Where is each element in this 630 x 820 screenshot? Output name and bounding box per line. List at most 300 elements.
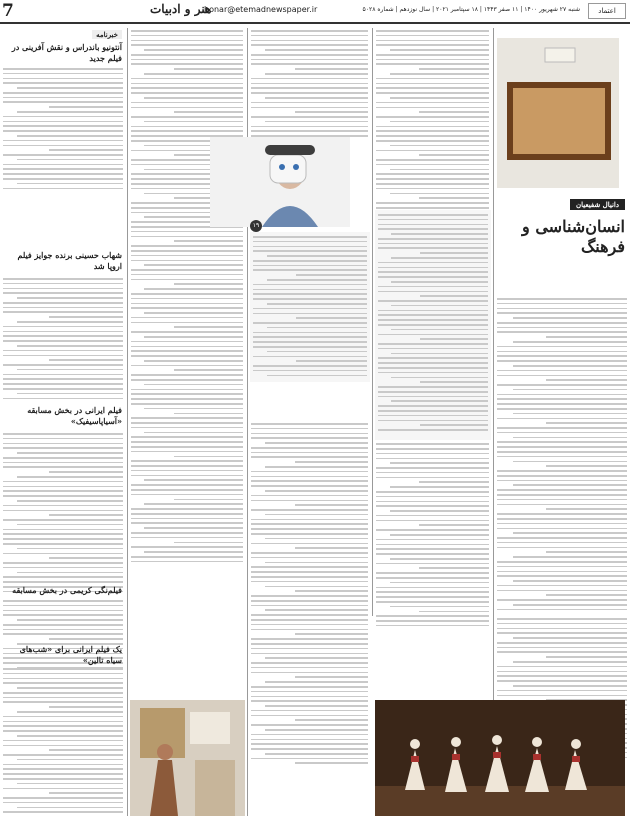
- text-line: [378, 334, 488, 336]
- text-line: [265, 538, 368, 540]
- text-line: [295, 633, 368, 635]
- text-line: [3, 730, 123, 732]
- text-line: [3, 581, 123, 583]
- dateline: شنبه ۲۷ شهریور ۱۴۰۰ | ۱۱ صفر ۱۴۴۳ | ۱۸ سپتامبر ۲۰۲۱ | سال نوزدهم | شماره ۵۰۲۸: [362, 6, 580, 13]
- headline: یک فیلم ایرانی برای «شب‌های سیاه تالین»: [19, 644, 122, 665]
- text-line: [251, 63, 368, 65]
- text-line: [3, 802, 123, 804]
- text-line: [251, 614, 368, 616]
- text-line: [251, 519, 368, 521]
- text-line: [546, 551, 627, 553]
- text-line: [390, 145, 489, 147]
- text-line: [497, 351, 627, 353]
- text-line: [295, 762, 368, 764]
- headline: فیلم‌نگی کریمی در بخش مسابقه: [12, 585, 122, 595]
- text-line: [378, 267, 488, 269]
- text-line: [3, 778, 123, 780]
- text-line: [3, 364, 123, 366]
- text-line: [497, 451, 627, 453]
- text-line: [253, 265, 367, 267]
- text-line: [497, 327, 627, 329]
- text-line: [17, 807, 123, 809]
- text-line: [378, 367, 488, 369]
- text-line: [497, 537, 627, 539]
- text-line: [131, 379, 243, 381]
- text-line: [251, 576, 368, 578]
- text-line: [376, 601, 489, 603]
- text-line: [376, 40, 489, 42]
- text-line: [378, 348, 488, 350]
- text-line: [3, 605, 123, 607]
- text-line: [251, 662, 368, 664]
- text-line: [3, 278, 123, 280]
- text-line: [3, 519, 123, 521]
- text-line: [513, 365, 627, 367]
- text-line: [378, 276, 488, 278]
- text-line: [419, 154, 489, 156]
- text-line: [546, 594, 627, 596]
- text-line: [3, 283, 123, 285]
- text-line: [3, 721, 123, 723]
- newspaper-logo: اعتماد: [588, 3, 626, 19]
- text-line: [391, 257, 488, 259]
- text-line: [17, 476, 123, 478]
- text-line: [497, 322, 627, 324]
- text-line: [3, 538, 123, 540]
- text-line: [144, 121, 243, 123]
- text-line: [497, 480, 627, 482]
- text-line: [513, 685, 627, 687]
- text-line: [419, 524, 489, 526]
- text-line: [251, 648, 368, 650]
- text-line: [376, 472, 489, 474]
- text-line: [251, 476, 368, 478]
- text-line: [376, 102, 489, 104]
- text-line: [144, 288, 243, 290]
- text-line: [391, 233, 488, 235]
- page-number: 7: [2, 1, 14, 21]
- text-line: [131, 441, 243, 443]
- photo-number-badge: ۱۹: [250, 220, 262, 232]
- text-line: [378, 228, 488, 230]
- text-line: [131, 489, 243, 491]
- text-line: [497, 671, 627, 673]
- text-line: [376, 150, 489, 152]
- text-line: [17, 159, 123, 161]
- text-line: [376, 458, 489, 460]
- text-line: [17, 183, 123, 185]
- text-line: [497, 427, 627, 429]
- text-line: [49, 514, 123, 516]
- text-line: [378, 415, 488, 417]
- text-line: [3, 92, 123, 94]
- text-line: [265, 705, 368, 707]
- text-line: [3, 443, 123, 445]
- text-line: [3, 78, 123, 80]
- text-line: [376, 35, 489, 37]
- text-line: [378, 343, 488, 345]
- text-line: [251, 667, 368, 669]
- text-line: [3, 553, 123, 555]
- text-line: [390, 193, 489, 195]
- text-line: [131, 126, 243, 128]
- text-line: [497, 355, 627, 357]
- text-line: [251, 509, 368, 511]
- text-line: [144, 503, 243, 505]
- text-line: [267, 375, 367, 377]
- text-line: [497, 675, 627, 677]
- text-line: [131, 92, 243, 94]
- text-line: [376, 587, 489, 589]
- text-line: [265, 442, 368, 444]
- text-line: [253, 308, 367, 310]
- text-line: [497, 585, 627, 587]
- text-line: [3, 764, 123, 766]
- text-line: [497, 475, 627, 477]
- text-line: [376, 116, 489, 118]
- text-line: [376, 563, 489, 565]
- text-line: [376, 477, 489, 479]
- text-line: [376, 505, 489, 507]
- text-line: [497, 561, 627, 563]
- text-line: [253, 269, 367, 271]
- text-line: [253, 336, 367, 338]
- text-line: [49, 557, 123, 559]
- text-line: [251, 571, 368, 573]
- text-line: [251, 739, 368, 741]
- text-line: [378, 429, 488, 431]
- text-line: [3, 335, 123, 337]
- text-line: [3, 600, 123, 602]
- text-line: [497, 599, 627, 601]
- text-line: [131, 561, 243, 563]
- text-line: [497, 432, 627, 434]
- text-line: [3, 398, 123, 400]
- text-line: [378, 357, 488, 359]
- text-line: [497, 695, 627, 697]
- text-line: [378, 314, 488, 316]
- text-line: [378, 420, 488, 422]
- text-line: [131, 546, 243, 548]
- text-line: [546, 508, 627, 510]
- text-line: [378, 291, 488, 293]
- text-line: [251, 30, 368, 32]
- text-line: [131, 494, 243, 496]
- text-line: [497, 303, 627, 305]
- text-line: [513, 413, 627, 415]
- text-line: [546, 656, 627, 658]
- portrait-photo: [210, 137, 350, 227]
- text-line: [378, 219, 488, 221]
- text-line: [131, 30, 243, 32]
- text-line: [376, 63, 489, 65]
- text-line: [49, 359, 123, 361]
- text-line: [513, 389, 627, 391]
- text-line: [251, 696, 368, 698]
- text-line: [131, 398, 243, 400]
- text-line: [419, 611, 489, 613]
- text-line: [390, 121, 489, 123]
- text-line: [251, 595, 368, 597]
- text-line: [131, 260, 243, 262]
- text-line: [295, 461, 368, 463]
- text-line: [17, 345, 123, 347]
- text-line: [376, 625, 489, 627]
- pull-quote: [250, 232, 370, 382]
- text-line: [3, 292, 123, 294]
- text-line: [174, 111, 243, 113]
- text-line: [251, 566, 368, 568]
- text-line: [3, 168, 123, 170]
- text-line: [144, 384, 243, 386]
- text-line: [17, 735, 123, 737]
- text-line: [3, 668, 123, 670]
- text-line: [390, 510, 489, 512]
- text-line: [378, 262, 488, 264]
- text-line: [265, 121, 368, 123]
- text-line: [251, 500, 368, 502]
- text-line: [390, 97, 489, 99]
- text-line: [17, 619, 123, 621]
- text-line: [174, 499, 243, 501]
- headline: شهاب حسینی برنده جوایز فیلم اروپا شد: [17, 250, 122, 271]
- text-line: [265, 729, 368, 731]
- text-line: [497, 623, 627, 625]
- text-line: [497, 523, 627, 525]
- text-line: [251, 605, 368, 607]
- text-line: [378, 214, 488, 216]
- text-line: [3, 682, 123, 684]
- text-line: [419, 567, 489, 569]
- text-line: [144, 527, 243, 529]
- text-line: [3, 307, 123, 309]
- text-line: [390, 169, 489, 171]
- text-line: [3, 701, 123, 703]
- text-line: [131, 475, 243, 477]
- text-line: [376, 553, 489, 555]
- text-line: [420, 295, 488, 297]
- text-line: [144, 432, 243, 434]
- text-line: [3, 101, 123, 103]
- text-line: [144, 360, 243, 362]
- text-line: [497, 651, 627, 653]
- text-line: [131, 107, 243, 109]
- text-line: [131, 255, 243, 257]
- text-line: [497, 312, 627, 314]
- text-line: [131, 35, 243, 37]
- text-line: [378, 238, 488, 240]
- text-line: [17, 711, 123, 713]
- text-line: [251, 116, 368, 118]
- text-line: [144, 479, 243, 481]
- text-line: [251, 452, 368, 454]
- text-line: [376, 515, 489, 517]
- text-line: [174, 413, 243, 415]
- text-line: [49, 149, 123, 151]
- text-line: [131, 274, 243, 276]
- text-line: [3, 447, 123, 449]
- text-line: [378, 243, 488, 245]
- text-line: [17, 759, 123, 761]
- text-line: [391, 377, 488, 379]
- text-line: [265, 490, 368, 492]
- text-line: [3, 768, 123, 770]
- text-line: [419, 111, 489, 113]
- text-line: [3, 529, 123, 531]
- text-line: [419, 481, 489, 483]
- text-line: [3, 388, 123, 390]
- text-line: [251, 734, 368, 736]
- text-line: [251, 523, 368, 525]
- text-line: [17, 111, 123, 113]
- text-line: [131, 245, 243, 247]
- text-line: [131, 303, 243, 305]
- text-line: [497, 346, 627, 348]
- text-line: [513, 556, 627, 558]
- text-line: [131, 513, 243, 515]
- text-line: [378, 286, 488, 288]
- text-line: [378, 247, 488, 249]
- text-line: [3, 678, 123, 680]
- text-line: [3, 178, 123, 180]
- text-line: [3, 811, 123, 813]
- text-line: [253, 370, 367, 372]
- text-line: [49, 749, 123, 751]
- text-line: [251, 130, 368, 132]
- text-line: [497, 566, 627, 568]
- text-line: [131, 293, 243, 295]
- text-line: [131, 470, 243, 472]
- text-line: [378, 310, 488, 312]
- text-line: [253, 356, 367, 358]
- text-line: [497, 666, 627, 668]
- pull-quote: [375, 210, 491, 440]
- text-line: [251, 40, 368, 42]
- text-line: [251, 552, 368, 554]
- workshop-photo: [130, 700, 245, 816]
- text-line: [253, 250, 367, 252]
- text-line: [3, 697, 123, 699]
- text-line: [265, 657, 368, 659]
- text-line: [3, 121, 123, 123]
- text-line: [131, 537, 243, 539]
- text-line: [174, 240, 243, 242]
- text-line: [378, 319, 488, 321]
- news-column: [0, 28, 126, 816]
- text-line: [3, 797, 123, 799]
- text-line: [49, 471, 123, 473]
- text-line: [251, 485, 368, 487]
- text-line: [251, 629, 368, 631]
- text-line: [3, 383, 123, 385]
- text-line: [251, 471, 368, 473]
- text-line: [251, 102, 368, 104]
- text-line: [376, 520, 489, 522]
- text-line: [497, 360, 627, 362]
- text-line: [3, 350, 123, 352]
- text-line: [265, 97, 368, 99]
- text-line: [251, 54, 368, 56]
- text-line: [376, 107, 489, 109]
- text-line: [131, 508, 243, 510]
- text-line: [131, 556, 243, 558]
- text-line: [376, 591, 489, 593]
- text-line: [251, 423, 368, 425]
- text-line: [390, 73, 489, 75]
- text-line: [513, 484, 627, 486]
- text-line: [497, 298, 627, 300]
- page-header: [0, 0, 630, 24]
- headline: فیلم ایرانی در بخش مسابقه «آسیاپاسیفیک»: [27, 405, 122, 426]
- text-line: [174, 542, 243, 544]
- text-line: [253, 284, 367, 286]
- text-line: [131, 346, 243, 348]
- text-line: [265, 514, 368, 516]
- text-line: [376, 467, 489, 469]
- text-line: [376, 83, 489, 85]
- text-line: [513, 461, 627, 463]
- text-line: [497, 489, 627, 491]
- text-line: [3, 302, 123, 304]
- text-line: [3, 466, 123, 468]
- text-line: [378, 224, 488, 226]
- text-line: [251, 92, 368, 94]
- text-line: [131, 460, 243, 462]
- text-line: [131, 374, 243, 376]
- text-line: [251, 87, 368, 89]
- text-line: [267, 255, 367, 257]
- text-line: [131, 44, 243, 46]
- text-line: [267, 303, 367, 305]
- text-line: [497, 513, 627, 515]
- text-line: [3, 745, 123, 747]
- text-line: [17, 524, 123, 526]
- text-line: [391, 305, 488, 307]
- text-line: [420, 338, 488, 340]
- text-line: [253, 346, 367, 348]
- text-line: [376, 496, 489, 498]
- text-line: [49, 316, 123, 318]
- text-line: [376, 30, 489, 32]
- text-line: [497, 331, 627, 333]
- text-line: [131, 403, 243, 405]
- text-line: [253, 332, 367, 334]
- text-line: [251, 433, 368, 435]
- text-line: [3, 495, 123, 497]
- text-line: [131, 78, 243, 80]
- text-line: [251, 710, 368, 712]
- text-line: [3, 633, 123, 635]
- text-line: [144, 312, 243, 314]
- text-line: [497, 456, 627, 458]
- text-line: [265, 609, 368, 611]
- text-line: [131, 307, 243, 309]
- text-line: [17, 135, 123, 137]
- text-line: [144, 73, 243, 75]
- text-line: [419, 197, 489, 199]
- text-line: [296, 360, 367, 362]
- text-line: [3, 754, 123, 756]
- text-line: [3, 457, 123, 459]
- text-line: [497, 394, 627, 396]
- text-line: [265, 753, 368, 755]
- text-line: [131, 484, 243, 486]
- text-line: [251, 748, 368, 750]
- text-line: [390, 534, 489, 536]
- text-line: [376, 491, 489, 493]
- text-line: [3, 740, 123, 742]
- text-line: [251, 581, 368, 583]
